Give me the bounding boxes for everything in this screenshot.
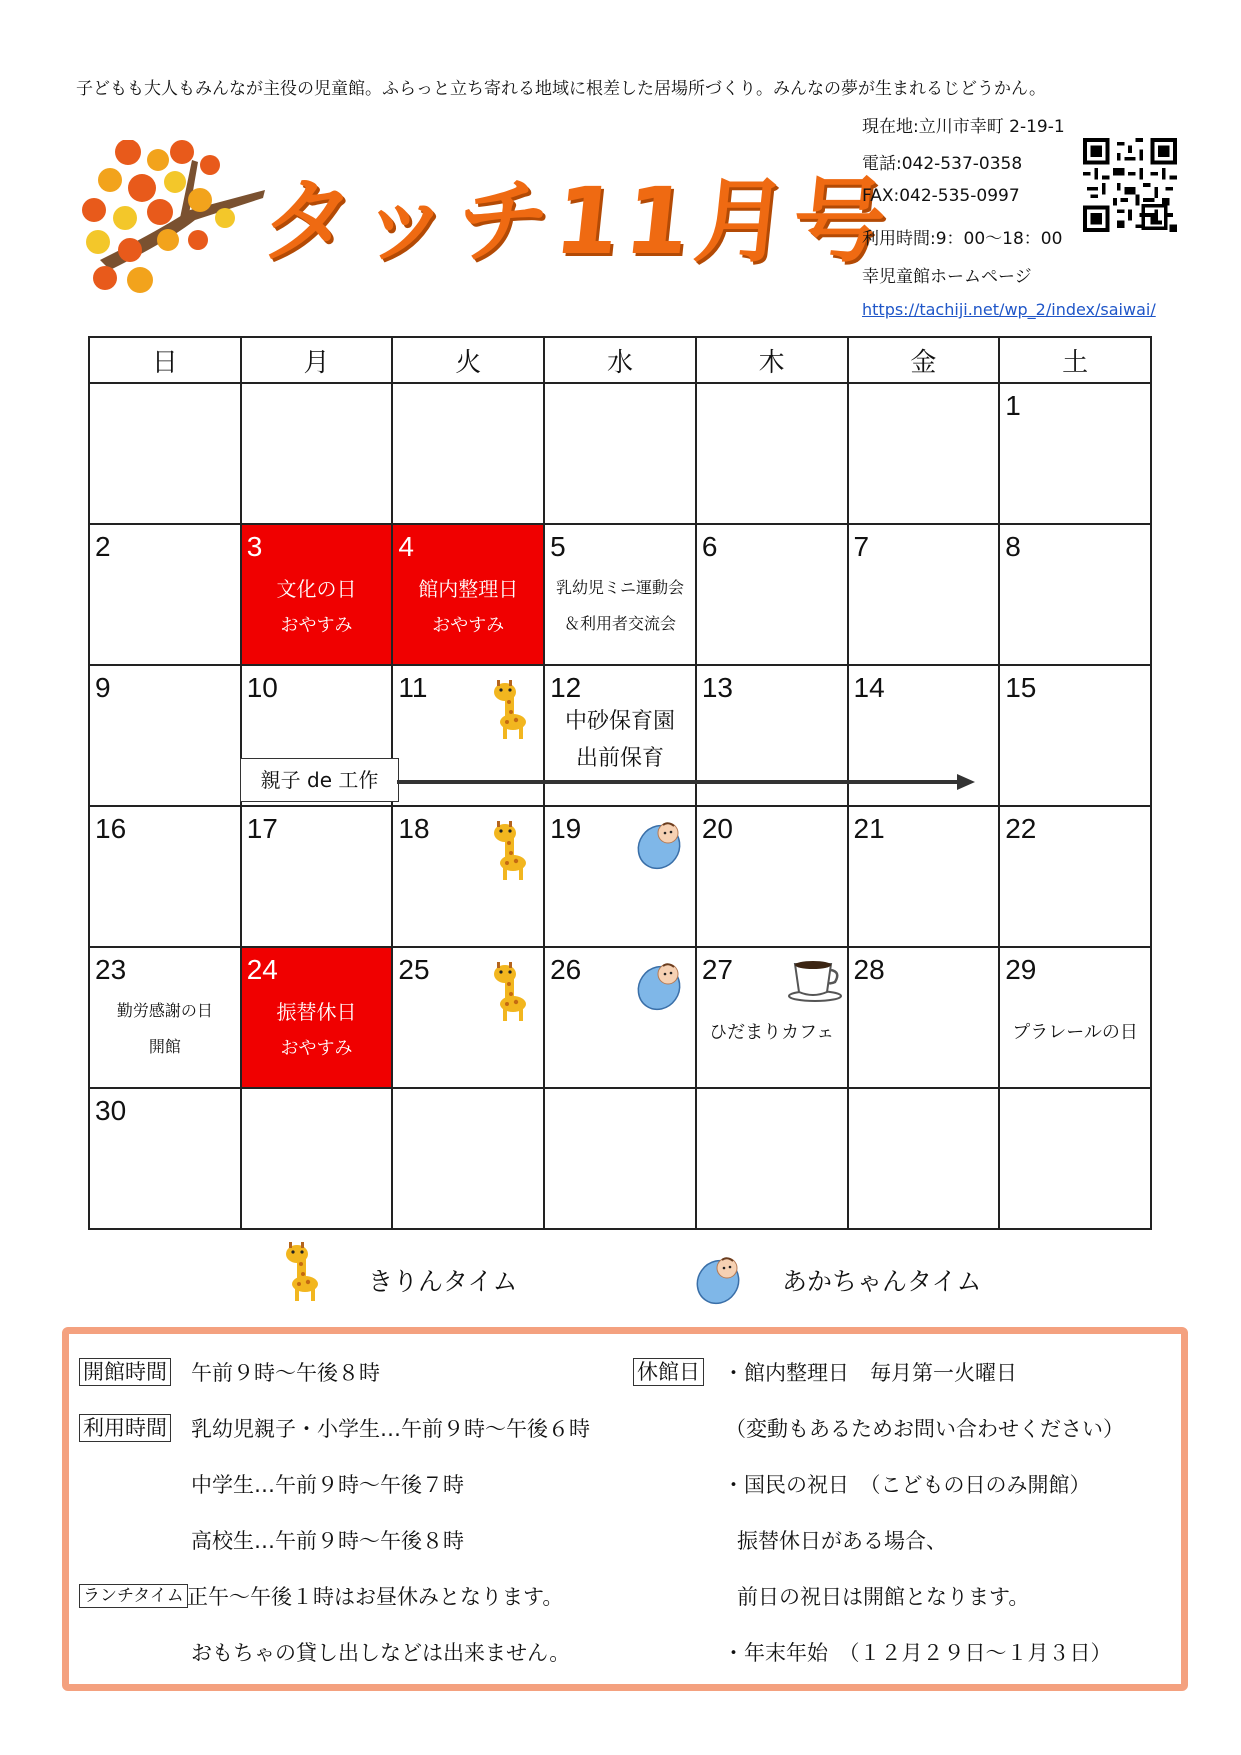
calendar-day-cell [392, 947, 544, 1088]
weekday-thu: 木 [696, 337, 848, 383]
day-number: 14 [853, 672, 885, 703]
calendar-day-cell [89, 383, 241, 524]
calendar-day-cell [544, 1088, 696, 1229]
calendar-day-cell [848, 524, 1000, 665]
day-event: ひだまりカフェ [709, 1022, 835, 1043]
calendar-day-cell [999, 524, 1151, 665]
calendar-day-cell [89, 665, 241, 806]
calendar-day-cell [696, 524, 848, 665]
baby-legend-icon [694, 1254, 744, 1306]
day-number: 6 [701, 531, 718, 562]
day-number: 7 [853, 531, 870, 562]
baby-icon [635, 960, 685, 1012]
day-number: 25 [398, 954, 430, 985]
calendar-week-row [89, 806, 1151, 947]
closed-days-line-4: 振替休日がある場合、 [737, 1529, 947, 1553]
use-hours-tag: 利用時間 [79, 1414, 171, 1442]
closed-days-line-1: ・館内整理日 毎月第一火曜日 [723, 1361, 1017, 1385]
weekday-sat: 土 [999, 337, 1151, 383]
day-number: 21 [853, 813, 885, 844]
calendar-day-cell [999, 947, 1151, 1088]
calendar-day-cell [696, 947, 848, 1088]
day-number: 30 [95, 1095, 127, 1126]
use-hours-line-1: 乳幼児親子・小学生…午前９時～午後６時 [191, 1417, 590, 1441]
baby-icon [635, 819, 685, 871]
autumn-leaves-icon [80, 140, 270, 305]
day-event-sub: ＆利用者交流会 [563, 614, 676, 633]
calendar-week-row [89, 1088, 1151, 1229]
calendar-day-cell [848, 947, 1000, 1088]
day-number: 28 [853, 954, 885, 985]
calendar-day-cell [848, 806, 1000, 947]
day-number: 19 [550, 813, 582, 844]
day-number: 4 [398, 531, 414, 562]
day-event: 文化の日 [276, 577, 357, 601]
day-number: 3 [246, 531, 263, 562]
day-number: 23 [95, 954, 127, 985]
day-event-sub: おやすみ [280, 615, 353, 636]
calendar-day-cell [999, 665, 1151, 806]
calendar-week-row [89, 524, 1151, 665]
day-event: プラレールの日 [1012, 1022, 1138, 1043]
closed-days-line-5: 前日の祝日は開館となります。 [737, 1585, 1030, 1609]
day-number: 15 [1005, 672, 1037, 703]
calendar-day-cell [696, 806, 848, 947]
calendar-day-cell [89, 524, 241, 665]
calendar-day-cell [544, 383, 696, 524]
phone-text: 電話:042-537-0358 [862, 154, 1023, 174]
hours-text: 利用時間:9：00～18：00 [862, 229, 1063, 249]
calendar-day-cell [241, 1088, 393, 1229]
tagline: 子どもも大人もみんなが主役の児童館。ふらっと立ち寄れる地域に根差した居場所づくり。みんなの夢が生まれるじどうかん。 [76, 79, 1047, 99]
day-event: 中砂保育園 [564, 709, 675, 734]
day-number: 27 [701, 954, 733, 985]
qr-code-icon[interactable] [1083, 138, 1177, 232]
notes-box [62, 1327, 1188, 1691]
calendar-day-cell [848, 383, 1000, 524]
fax-text: FAX:042-535-0997 [862, 186, 1020, 206]
day-number: 16 [95, 813, 127, 844]
calendar-day-cell [241, 806, 393, 947]
day-number: 10 [246, 672, 278, 703]
calendar-day-cell [392, 806, 544, 947]
day-event-sub: 出前保育 [575, 746, 664, 771]
day-number: 22 [1005, 813, 1037, 844]
day-number: 11 [398, 672, 428, 703]
day-event: 振替休日 [276, 1000, 357, 1024]
day-event: 勤労感謝の日 [116, 1001, 213, 1020]
day-number: 12 [550, 672, 582, 703]
calendar-day-cell [544, 947, 696, 1088]
closed-days-tag: 休館日 [633, 1358, 704, 1386]
day-number: 2 [95, 531, 111, 562]
day-number: 20 [701, 813, 733, 844]
calendar-day-cell [999, 806, 1151, 947]
homepage-link[interactable]: https://tachiji.net/wp_2/index/saiwai/ [862, 300, 1156, 319]
weekday-fri: 金 [848, 337, 1000, 383]
calendar-day-cell [89, 947, 241, 1088]
day-number: 18 [398, 813, 430, 844]
giraffe-legend-label: きりんタイム [368, 1267, 518, 1296]
weekday-tue: 火 [392, 337, 544, 383]
calendar-week-row [89, 947, 1151, 1088]
lunch-time-line-1: 正午～午後１時はお昼休みとなります。 [187, 1585, 564, 1609]
day-event-sub: 開館 [148, 1037, 181, 1056]
homepage-label: 幸児童館ホームページ [862, 267, 1032, 287]
day-number: 29 [1005, 954, 1037, 985]
calendar-day-cell [544, 806, 696, 947]
lunch-time-line-2: おもちゃの貸し出しなどは出来ません。 [191, 1641, 571, 1665]
baby-legend-label: あかちゃんタイム [782, 1267, 982, 1296]
giraffe-icon [483, 821, 529, 881]
calendar-week-row [89, 383, 1151, 524]
giraffe-icon [483, 962, 529, 1022]
calendar-day-cell [392, 383, 544, 524]
day-event: 館内整理日 [418, 577, 519, 601]
day-number: 13 [701, 672, 733, 703]
calendar-day-cell [241, 383, 393, 524]
day-event-sub: おやすみ [432, 615, 505, 636]
day-number: 1 [1005, 390, 1021, 421]
day-number: 8 [1005, 531, 1021, 562]
calendar-day-cell [999, 383, 1151, 524]
lunch-time-tag: ランチタイム [79, 1584, 188, 1608]
calendar-day-cell [848, 1088, 1000, 1229]
day-number: 24 [246, 954, 278, 985]
use-hours-line-2: 中学生…午前９時～午後７時 [191, 1473, 464, 1497]
calendar-day-cell [696, 1088, 848, 1229]
giraffe-icon [483, 680, 529, 740]
calendar-day-cell [89, 806, 241, 947]
day-number: 9 [95, 672, 111, 703]
address-text: 現在地:立川市幸町 2-19-1 [862, 117, 1065, 137]
open-hours-tag: 開館時間 [79, 1358, 171, 1386]
calendar-day-cell [392, 1088, 544, 1229]
day-number: 5 [550, 531, 566, 562]
calendar-day-cell [241, 524, 393, 665]
giraffe-legend-icon [275, 1242, 321, 1302]
weekday-mon: 月 [241, 337, 393, 383]
calendar-day-cell [544, 524, 696, 665]
closed-days-line-6: ・年末年始 （１２月２９日～１月３日） [723, 1641, 1112, 1665]
open-hours-text: 午前９時～午後８時 [191, 1361, 380, 1385]
calendar-day-cell [696, 383, 848, 524]
calendar-day-cell [999, 1088, 1151, 1229]
span-event-arrow-icon [397, 772, 977, 792]
day-event: 乳幼児ミニ運動会 [555, 578, 684, 597]
day-number: 17 [246, 813, 278, 844]
weekday-header-row [89, 337, 1151, 383]
calendar-day-cell [89, 1088, 241, 1229]
newsletter-title: タッチ11月号 [255, 168, 897, 275]
calendar-day-cell [392, 524, 544, 665]
day-number: 26 [550, 954, 582, 985]
calendar-day-cell [241, 947, 393, 1088]
span-event-label: 親子 de 工作 [240, 758, 399, 802]
closed-days-line-3: ・国民の祝日 （こどもの日のみ開館） [723, 1473, 1091, 1497]
weekday-sun: 日 [89, 337, 241, 383]
use-hours-line-3: 高校生…午前９時～午後８時 [191, 1529, 464, 1553]
day-event-sub: おやすみ [280, 1038, 353, 1059]
closed-days-line-2: （変動もあるためお問い合わせください） [725, 1417, 1124, 1441]
coffee-cup-icon [787, 954, 843, 1002]
weekday-wed: 水 [544, 337, 696, 383]
